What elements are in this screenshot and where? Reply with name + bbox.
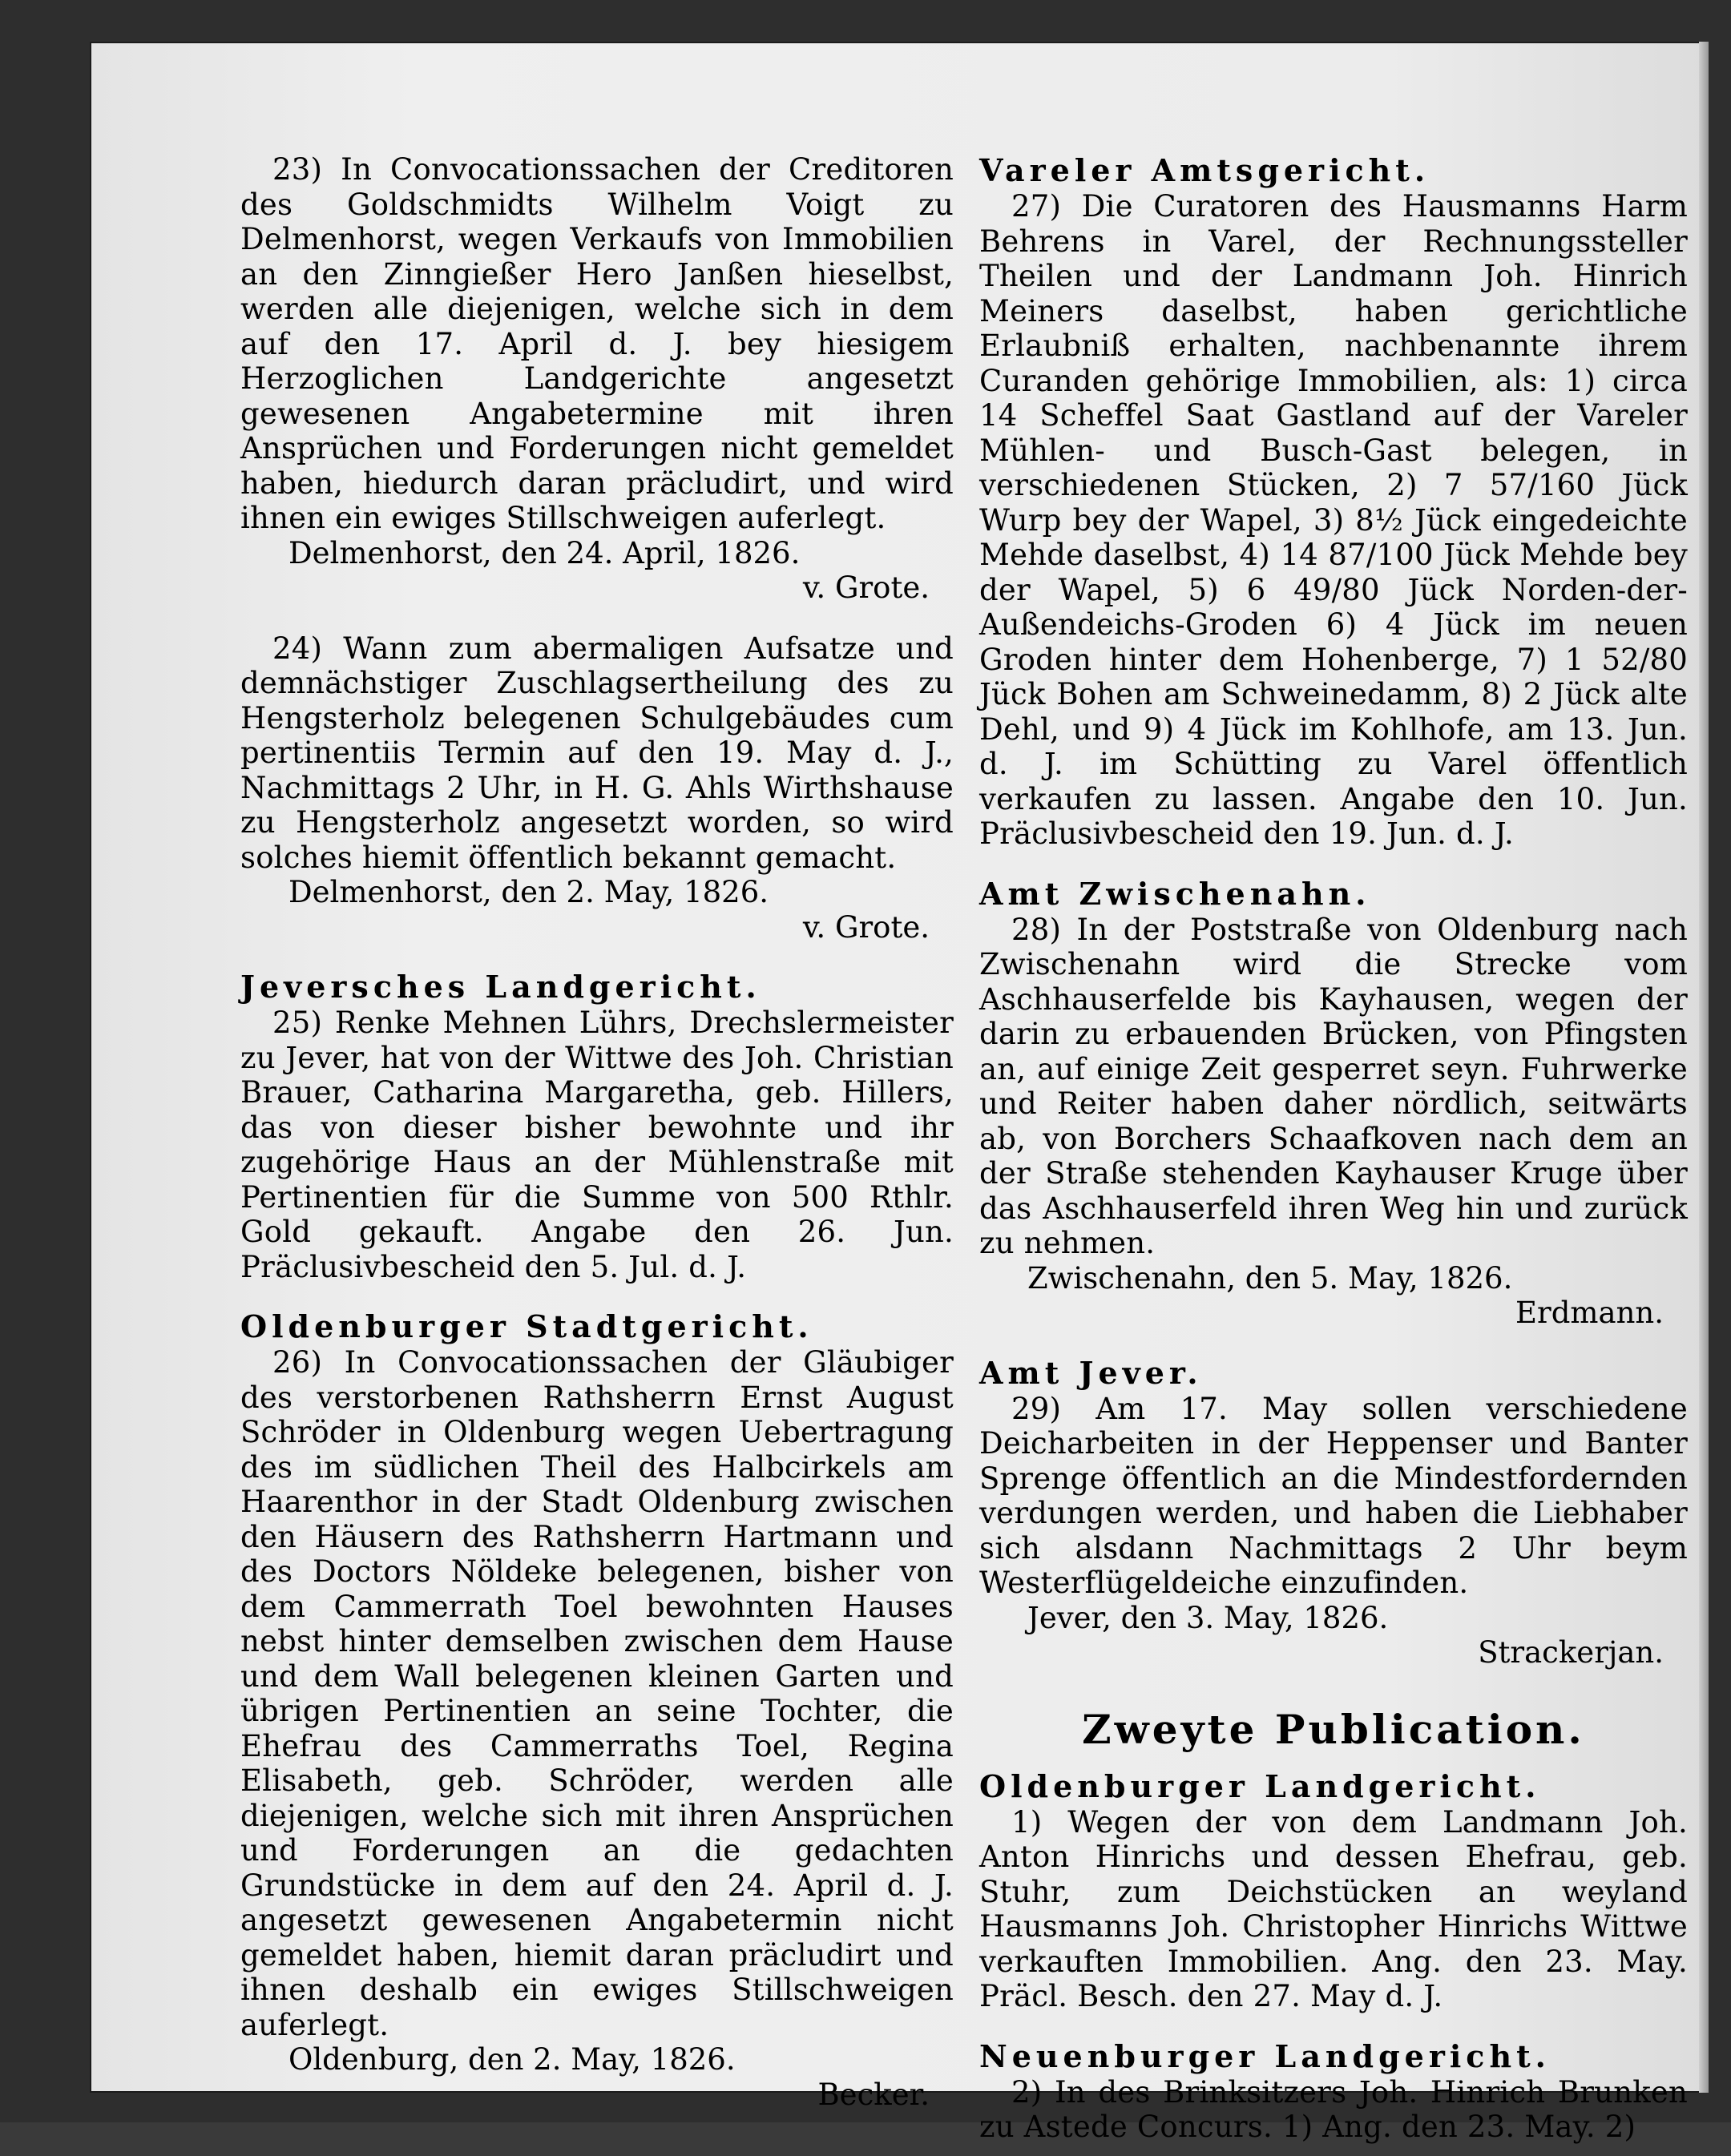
- notice-26: [240, 1345, 954, 2112]
- notice-23: [240, 152, 954, 606]
- notice-place-date: Delmenhorst, den 24. April, 1826.: [288, 535, 801, 570]
- page-edge: [1699, 42, 1709, 2093]
- notice-body: 26) In Convocationssachen der Gläubiger des verstorbenen Rathsherrn Ernst August Schröder in Oldenburg wegen Uebertragung des im südlichen Theil des Halbcirkels am Haarenthor in der Stadt Oldenburg zwischen den Häusern des Rathsherrn Hartmann und des Doctors Nöldeke belegenen, bisher von dem Cammerrath Toel bewohnten Hauses nebst hinter demselben zwischen dem Hause und dem Wall belegenen kleinen Garten und übrigen Pertinentien an seine Tochter, die Ehefrau des Cammerraths Toel, Regina Elisabeth, geb. Schröder, werden alle diejenigen, welche sich mit ihren Ansprüchen und Forderungen an die gedachten Grundstücke in dem auf den 24. April d. J. angesetzt gewesenen Angabetermin nicht gemeldet haben, hiemit daran präcludirt und ihnen deshalb ein ewiges Stillschweigen auferlegt.: [240, 1345, 954, 2042]
- notice-place-date: Jever, den 3. May, 1826.: [1027, 1600, 1389, 1635]
- notice-place-date: Zwischenahn, den 5. May, 1826.: [1027, 1260, 1513, 1296]
- notice-body: 29) Am 17. May sollen verschiedene Deicharbeiten in der Heppenser und Banter Sprenge öffentlich an die Mindestfordernden verdungen werden, und haben die Liebhaber sich alsdann Nachmittags 2 Uhr beym Westerflügeldeiche einzufinden.: [979, 1391, 1688, 1600]
- court-heading-oldenburg-land: Oldenburger Landgericht.: [979, 1767, 1541, 1804]
- right-column: [979, 152, 1688, 2156]
- publication-1: [979, 1805, 1688, 2014]
- notice-signature: Becker.: [817, 2077, 930, 2112]
- publication-2: [979, 2075, 1688, 2145]
- court-heading-varel: Vareler Amtsgericht.: [979, 152, 1430, 188]
- notice-body: 24) Wann zum abermaligen Aufsatze und demnächstiger Zuschlagsertheilung des zu Hengsterholz belegenen Schulgebäudes cum pertinentiis Termin auf den 19. May d. J., Nachmittags 2 Uhr, in H. G. Ahls Wirthshause zu Hengsterholz angesetzt worden, so wird solches hiemit öffentlich bekannt gemacht.: [240, 631, 954, 875]
- notice-body: 1) Wegen der von dem Landmann Joh. Anton Hinrichs und dessen Ehefrau, geb. Stuhr, zum Deichstücken an weyland Hausmanns Joh. Christopher Hinrichs Wittwe verkauften Immobilien. Ang. den 23. May. Präcl. Besch. den 27. May d. J.: [979, 1804, 1688, 2013]
- notice-signature: Erdmann.: [1515, 1296, 1664, 1330]
- publication-title: Zweyte Publication.: [1082, 1705, 1585, 1753]
- notice-body: 27) Die Curatoren des Hausmanns Harm Behrens in Varel, der Rechnungssteller Theilen und der Landmann Joh. Hinrich Meiners daselbst, haben gerichtliche Erlaubniß erhalten, nachbenannte ihrem Curanden gehörige Immobilien, als: 1) circa 14 Scheffel Saat Gastland auf der Vareler Mühlen- und Busch-Gast belegen, in verschiedenen Stücken, 2) 7 57/160 Jück Wurp bey der Wapel, 3) 8½ Jück eingedeichte Mehde daselbst, 4) 14 87/100 Jück Mehde bey der Wapel, 5) 6 49/80 Jück Norden-der-Außendeichs-Groden 6) 4 Jück im neuen Groden hinter dem Hohenberge, 7) 1 52/80 Jück Bohen am Schweinedamm, 8) 2 Jück alte Dehl, und 9) 4 Jück im Kohlhofe, am 13. Jun. d. J. im Schütting zu Varel öffentlich verkaufen zu lassen. Angabe den 10. Jun. Präclusivbescheid den 19. Jun. d. J.: [979, 189, 1688, 851]
- court-heading-jever: Jeversches Landgericht.: [240, 969, 761, 1005]
- notice-body: 2) In des Brinksitzers Joh. Hinrich Brunken zu Astede Concurs. 1) Ang. den 23. May. 2): [979, 2074, 1688, 2144]
- notice-signature: Strackerjan.: [1478, 1635, 1664, 1670]
- court-heading-jever-amt: Amt Jever.: [979, 1354, 1203, 1391]
- notice-27: [979, 189, 1688, 852]
- notice-body: 23) In Convocationssachen der Creditoren des Goldschmidts Wilhelm Voigt zu Delmenhorst, wegen Verkaufs von Immobilien an den Zinngießer Hero Janßen hieselbst, werden alle diejenigen, welche sich in dem auf den 17. April d. J. bey hiesigem Herzoglichen Landgerichte angesetzt gewesenen Angabetermine mit ihren Ansprüchen und Forderungen nicht gemeldet haben, hiedurch daran präcludirt, und wird ihnen ein ewiges Stillschweigen auferlegt.: [240, 152, 954, 535]
- court-heading-neuenburg: Neuenburger Landgericht.: [979, 2037, 1551, 2074]
- notice-place-date: Oldenburg, den 2. May, 1826.: [288, 2042, 736, 2077]
- notice-body: 28) In der Poststraße von Oldenburg nach Zwischenahn wird die Strecke vom Aschhauserfelde bis Kayhausen, wegen der darin zu erbauenden Brücken, von Pfingsten an, auf einige Zeit gesperret seyn. Fuhrwerke und Reiter haben daher nördlich, seitwärts ab, von Borchers Schaafkoven nach dem an der Straße stehenden Kayhauser Kruge über das Aschhauserfeld ihren Weg hin und zurück zu nehmen.: [979, 912, 1688, 1260]
- notice-24: [240, 631, 954, 945]
- left-column: [240, 152, 954, 2123]
- notice-signature: v. Grote.: [802, 570, 930, 605]
- notice-25: [240, 1005, 954, 1284]
- court-heading-zwischenahn: Amt Zwischenahn.: [979, 875, 1371, 912]
- court-heading-oldenburg-stadt: Oldenburger Stadtgericht.: [240, 1308, 813, 1344]
- notice-signature: v. Grote.: [802, 909, 930, 945]
- notice-28: [979, 913, 1688, 1331]
- notice-place-date: Delmenhorst, den 2. May, 1826.: [288, 875, 769, 909]
- notice-29: [979, 1392, 1688, 1670]
- notice-body: 25) Renke Mehnen Lührs, Drechslermeister zu Jever, hat von der Wittwe des Joh. Christian Brauer, Catharina Margaretha, geb. Hillers, das von dieser bisher bewohnte und ihr zugehörige Haus an der Mühlenstraße mit Pertinentien für die Summe von 500 Rthlr. Gold gekauft. Angabe den 26. Jun. Präclusivbescheid den 5. Jul. d. J.: [240, 1005, 954, 1284]
